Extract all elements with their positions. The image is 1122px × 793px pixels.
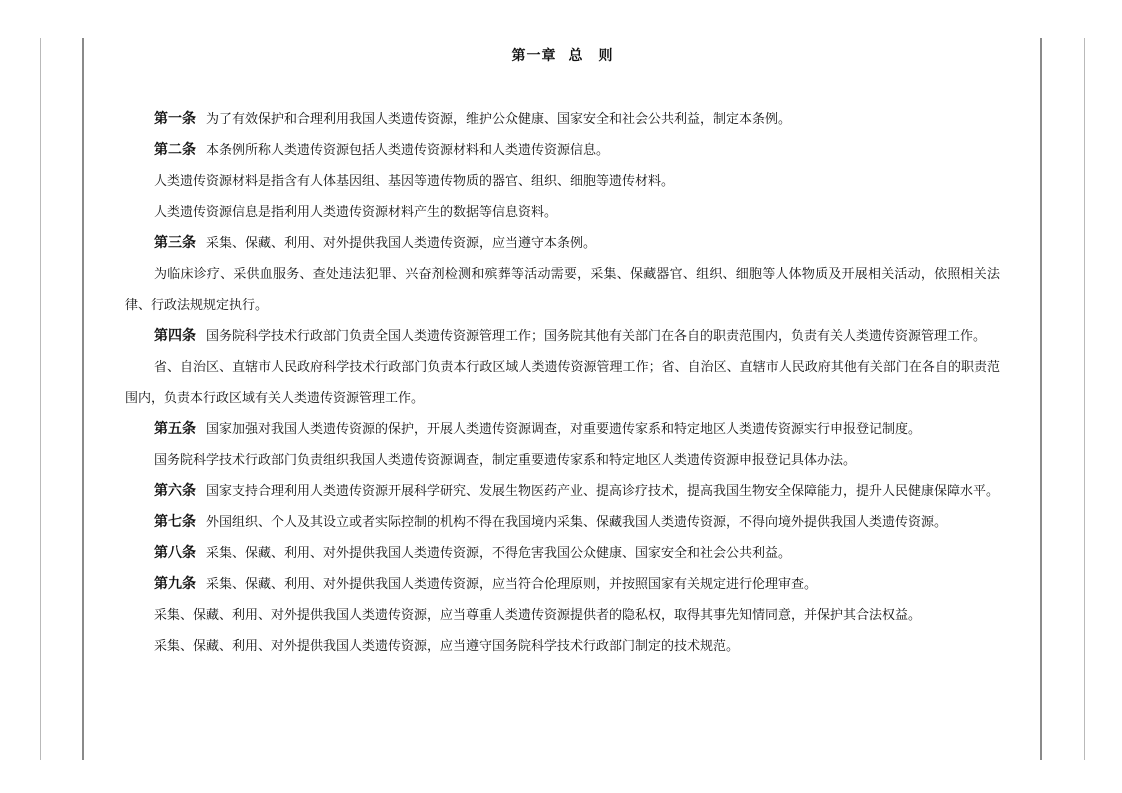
chapter-title xyxy=(125,40,1000,66)
paragraph-text: 为临床诊疗、采供血服务、查处违法犯罪、兴奋剂检测和殡葬等活动需要，采集、保藏器官、组织、细胞等人体物质及开展相关活动，依照相关法律、行政法规规定执行。 xyxy=(125,267,1000,313)
article-number: 第七条 xyxy=(154,514,196,530)
article-number: 第三条 xyxy=(154,235,196,251)
page-margin-line-outer-left xyxy=(40,38,41,760)
article-paragraph xyxy=(125,228,1000,259)
article-paragraph xyxy=(125,476,1000,507)
article-paragraph xyxy=(125,321,1000,352)
article-paragraph xyxy=(125,507,1000,538)
chapter-name: 总 则 xyxy=(568,48,614,64)
article-paragraph xyxy=(125,352,1000,414)
article-paragraph xyxy=(125,135,1000,166)
paragraph-text: 国务院科学技术行政部门负责组织我国人类遗传资源调查，制定重要遗传家系和特定地区人类遗传资源申报登记具体办法。 xyxy=(154,453,857,468)
article-number: 第一条 xyxy=(154,111,196,127)
paragraph-text: 为了有效保护和合理利用我国人类遗传资源，维护公众健康、国家安全和社会公共利益，制定本条例。 xyxy=(206,112,792,127)
paragraph-text: 本条例所称人类遗传资源包括人类遗传资源材料和人类遗传资源信息。 xyxy=(206,143,610,158)
article-number: 第四条 xyxy=(154,328,196,344)
article-paragraph xyxy=(125,197,1000,228)
page-margin-line-outer-right xyxy=(1084,38,1085,760)
article-number: 第五条 xyxy=(154,421,196,437)
paragraph-text: 国务院科学技术行政部门负责全国人类遗传资源管理工作；国务院其他有关部门在各自的职责范围内，负责有关人类遗传资源管理工作。 xyxy=(206,329,987,344)
paragraph-text: 采集、保藏、利用、对外提供我国人类遗传资源，应当符合伦理原则，并按照国家有关规定进行伦理审查。 xyxy=(206,577,818,592)
paragraph-text: 国家加强对我国人类遗传资源的保护，开展人类遗传资源调查，对重要遗传家系和特定地区人类遗传资源实行申报登记制度。 xyxy=(206,422,922,437)
article-paragraph xyxy=(125,259,1000,321)
article-paragraph xyxy=(125,600,1000,631)
article-paragraph xyxy=(125,445,1000,476)
paragraph-text: 国家支持合理利用人类遗传资源开展科学研究、发展生物医药产业、提高诊疗技术，提高我国生物安全保障能力，提升人民健康保障水平。 xyxy=(206,484,1000,499)
article-number: 第六条 xyxy=(154,483,196,499)
article-paragraph xyxy=(125,631,1000,662)
article-number: 第二条 xyxy=(154,142,196,158)
paragraph-text: 采集、保藏、利用、对外提供我国人类遗传资源，应当遵守本条例。 xyxy=(206,236,597,251)
chapter-body xyxy=(125,104,1000,662)
article-paragraph xyxy=(125,538,1000,569)
article-paragraph xyxy=(125,104,1000,135)
paragraph-text: 省、自治区、直辖市人民政府科学技术行政部门负责本行政区域人类遗传资源管理工作；省、自治区、直辖市人民政府其他有关部门在各自的职责范围内，负责本行政区域有关人类遗传资源管理工作。 xyxy=(125,360,1000,406)
article-number: 第八条 xyxy=(154,545,196,561)
article-paragraph xyxy=(125,569,1000,600)
article-paragraph xyxy=(125,414,1000,445)
page-margin-line-inner-left xyxy=(82,38,84,760)
page-margin-line-inner-right xyxy=(1040,38,1042,760)
article-number: 第九条 xyxy=(154,576,196,592)
paragraph-text: 外国组织、个人及其设立或者实际控制的机构不得在我国境内采集、保藏我国人类遗传资源，不得向境外提供我国人类遗传资源。 xyxy=(206,515,948,530)
chapter-number: 第一章 xyxy=(511,48,557,64)
paragraph-text: 人类遗传资源信息是指利用人类遗传资源材料产生的数据等信息资料。 xyxy=(154,205,558,220)
paragraph-text: 人类遗传资源材料是指含有人体基因组、基因等遗传物质的器官、组织、细胞等遗传材料。 xyxy=(154,174,675,189)
document-page xyxy=(125,40,1000,662)
article-paragraph xyxy=(125,166,1000,197)
paragraph-text: 采集、保藏、利用、对外提供我国人类遗传资源，应当遵守国务院科学技术行政部门制定的技术规范。 xyxy=(154,639,740,654)
paragraph-text: 采集、保藏、利用、对外提供我国人类遗传资源，不得危害我国公众健康、国家安全和社会公共利益。 xyxy=(206,546,792,561)
paragraph-text: 采集、保藏、利用、对外提供我国人类遗传资源，应当尊重人类遗传资源提供者的隐私权，取得其事先知情同意，并保护其合法权益。 xyxy=(154,608,922,623)
